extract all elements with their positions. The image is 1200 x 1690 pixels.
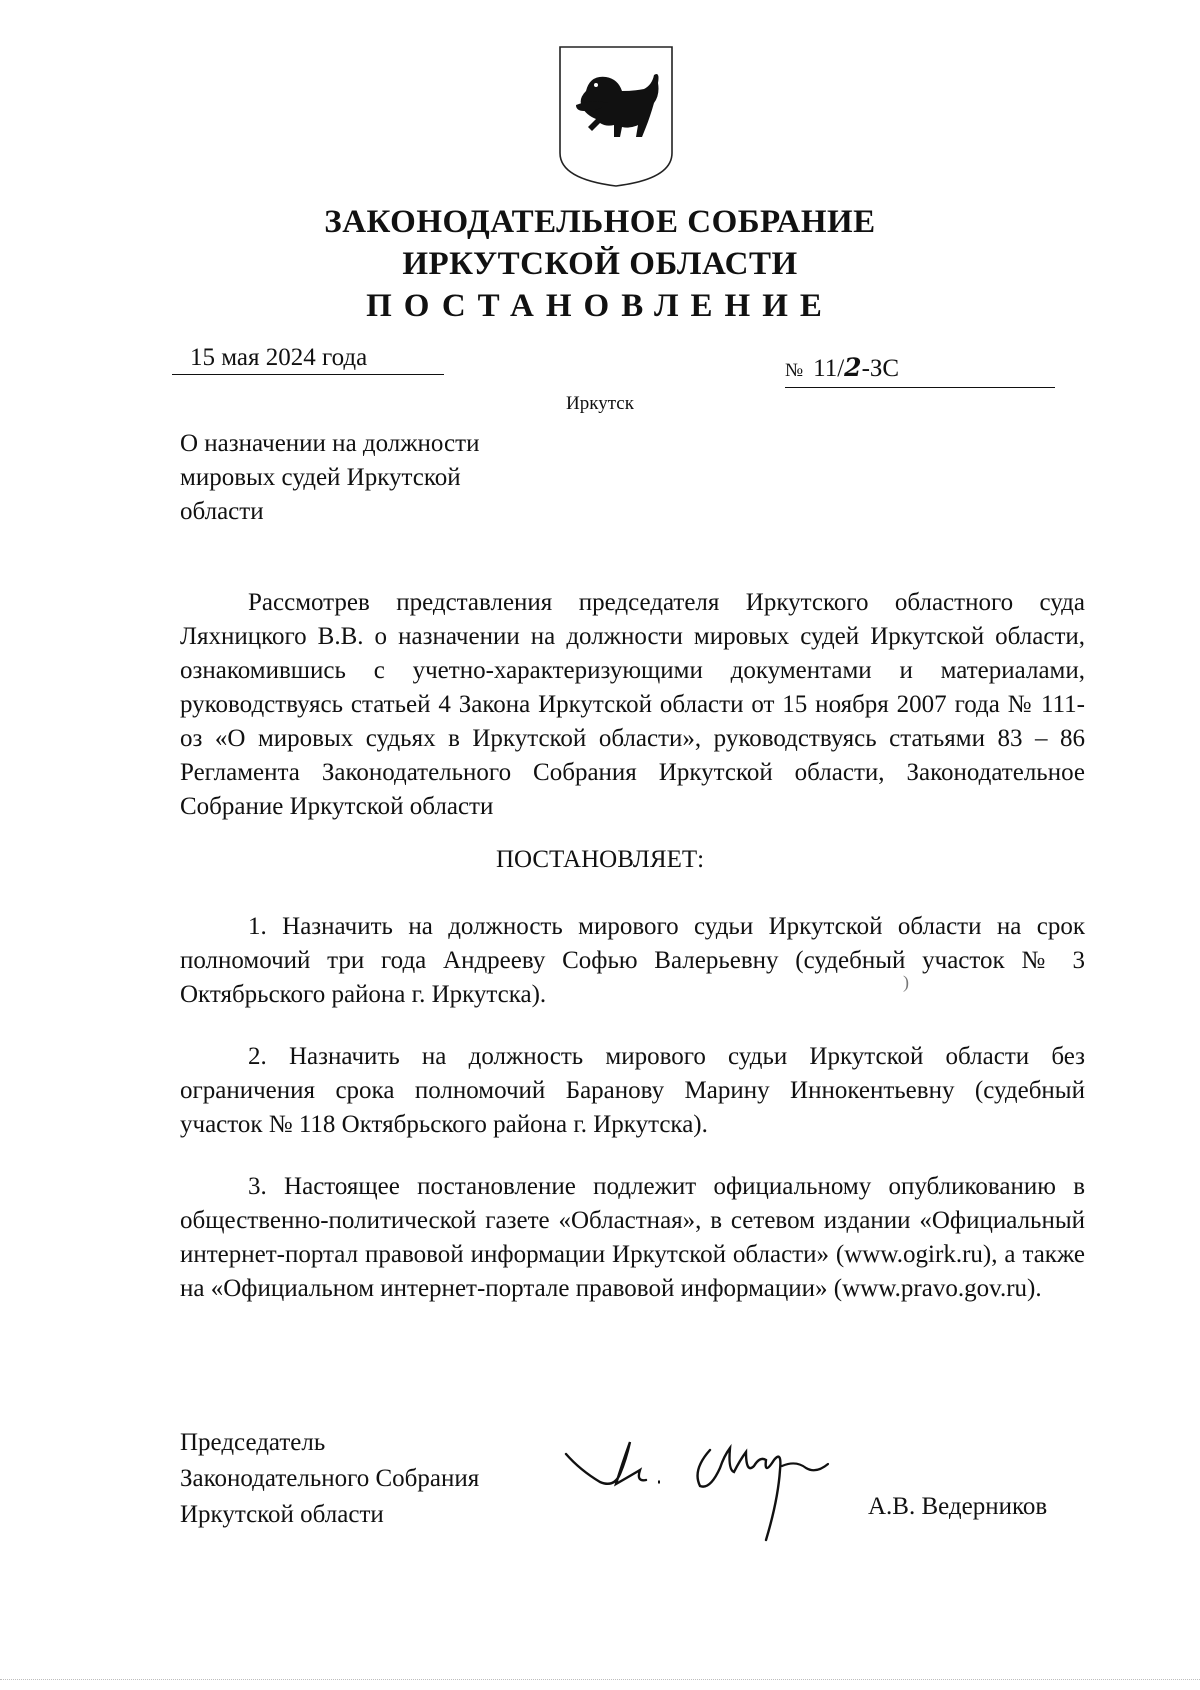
organization-name-line1: ЗАКОНОДАТЕЛЬНОЕ СОБРАНИЕ: [324, 204, 876, 240]
preamble-text: Рассмотрев представления председателя Иркутского областного суда Ляхницкого В.В. о назначении на должности мировых судей Иркутской области, ознакомившись с учетно-характеризующими документами и материалами, руководствуясь статьей 4 Закона Иркутской области от 15 ноября 2007 года № 111-оз «О мировых судьях в Иркутской области», руководствуясь статьями 83 – 86 Регламента Законодательного Собрания Иркутской области, Законодательное Собрание Иркутской области: [180, 589, 1085, 820]
resolution-item: [180, 1040, 1085, 1142]
number-prefix: 11/: [813, 355, 845, 382]
number-handwritten: 2: [844, 353, 862, 382]
irkutsk-babr-crest-icon: [556, 45, 676, 188]
signer-name: А.В. Ведерников: [868, 1493, 1048, 1520]
signer-title-line2: Законодательного Собрания: [180, 1465, 480, 1492]
document-city: Иркутск: [566, 393, 634, 414]
signer-title: [180, 1425, 479, 1533]
pen-mark: ): [903, 972, 909, 992]
document-number: [785, 352, 1055, 388]
organization-name-line2: ИРКУТСКОЙ ОБЛАСТИ: [402, 246, 798, 282]
document-date: 15 мая 2024 года: [172, 342, 444, 375]
resolution-item-1: 1. Назначить на должность мирового судьи Иркутской области на срок полномочий три года Андрееву Софью Валерьевну (судебный участок № 3 Октябрьского района г. Иркутска).: [180, 913, 1085, 1008]
number-suffix: -ЗС: [861, 355, 900, 382]
signer-title-line1: Председатель: [180, 1429, 326, 1456]
document-type: ПОСТАНОВЛЕНИЕ: [366, 288, 834, 324]
resolution-item: [180, 910, 1085, 1012]
document-subject: О назначении на должности мировых судей Иркутской области: [180, 430, 480, 525]
preamble: [180, 586, 1085, 824]
signer-title-line3: Иркутской области: [180, 1501, 384, 1528]
handwritten-signature: [560, 1430, 890, 1550]
number-sign: №: [785, 360, 804, 381]
resolves-heading: ПОСТАНОВЛЯЕТ:: [495, 846, 705, 873]
resolution-item: [180, 1170, 1085, 1306]
resolution-item-3: 3. Настоящее постановление подлежит официальному опубликованию в общественно-политической газете «Областная», в сетевом издании «Официальный интернет-портал правовой информации Иркутской области» (www.ogirk.ru), а также на «Официальном интернет-портале правовой информации» (www.pravo.gov.ru).: [180, 1173, 1085, 1302]
resolution-item-2: 2. Назначить на должность мирового судьи Иркутской области без ограничения срока полномочий Баранову Марину Иннокентьевну (судебный участок № 118 Октябрьского района г. Иркутска).: [180, 1043, 1085, 1138]
page-footer-divider: [0, 1679, 1200, 1680]
